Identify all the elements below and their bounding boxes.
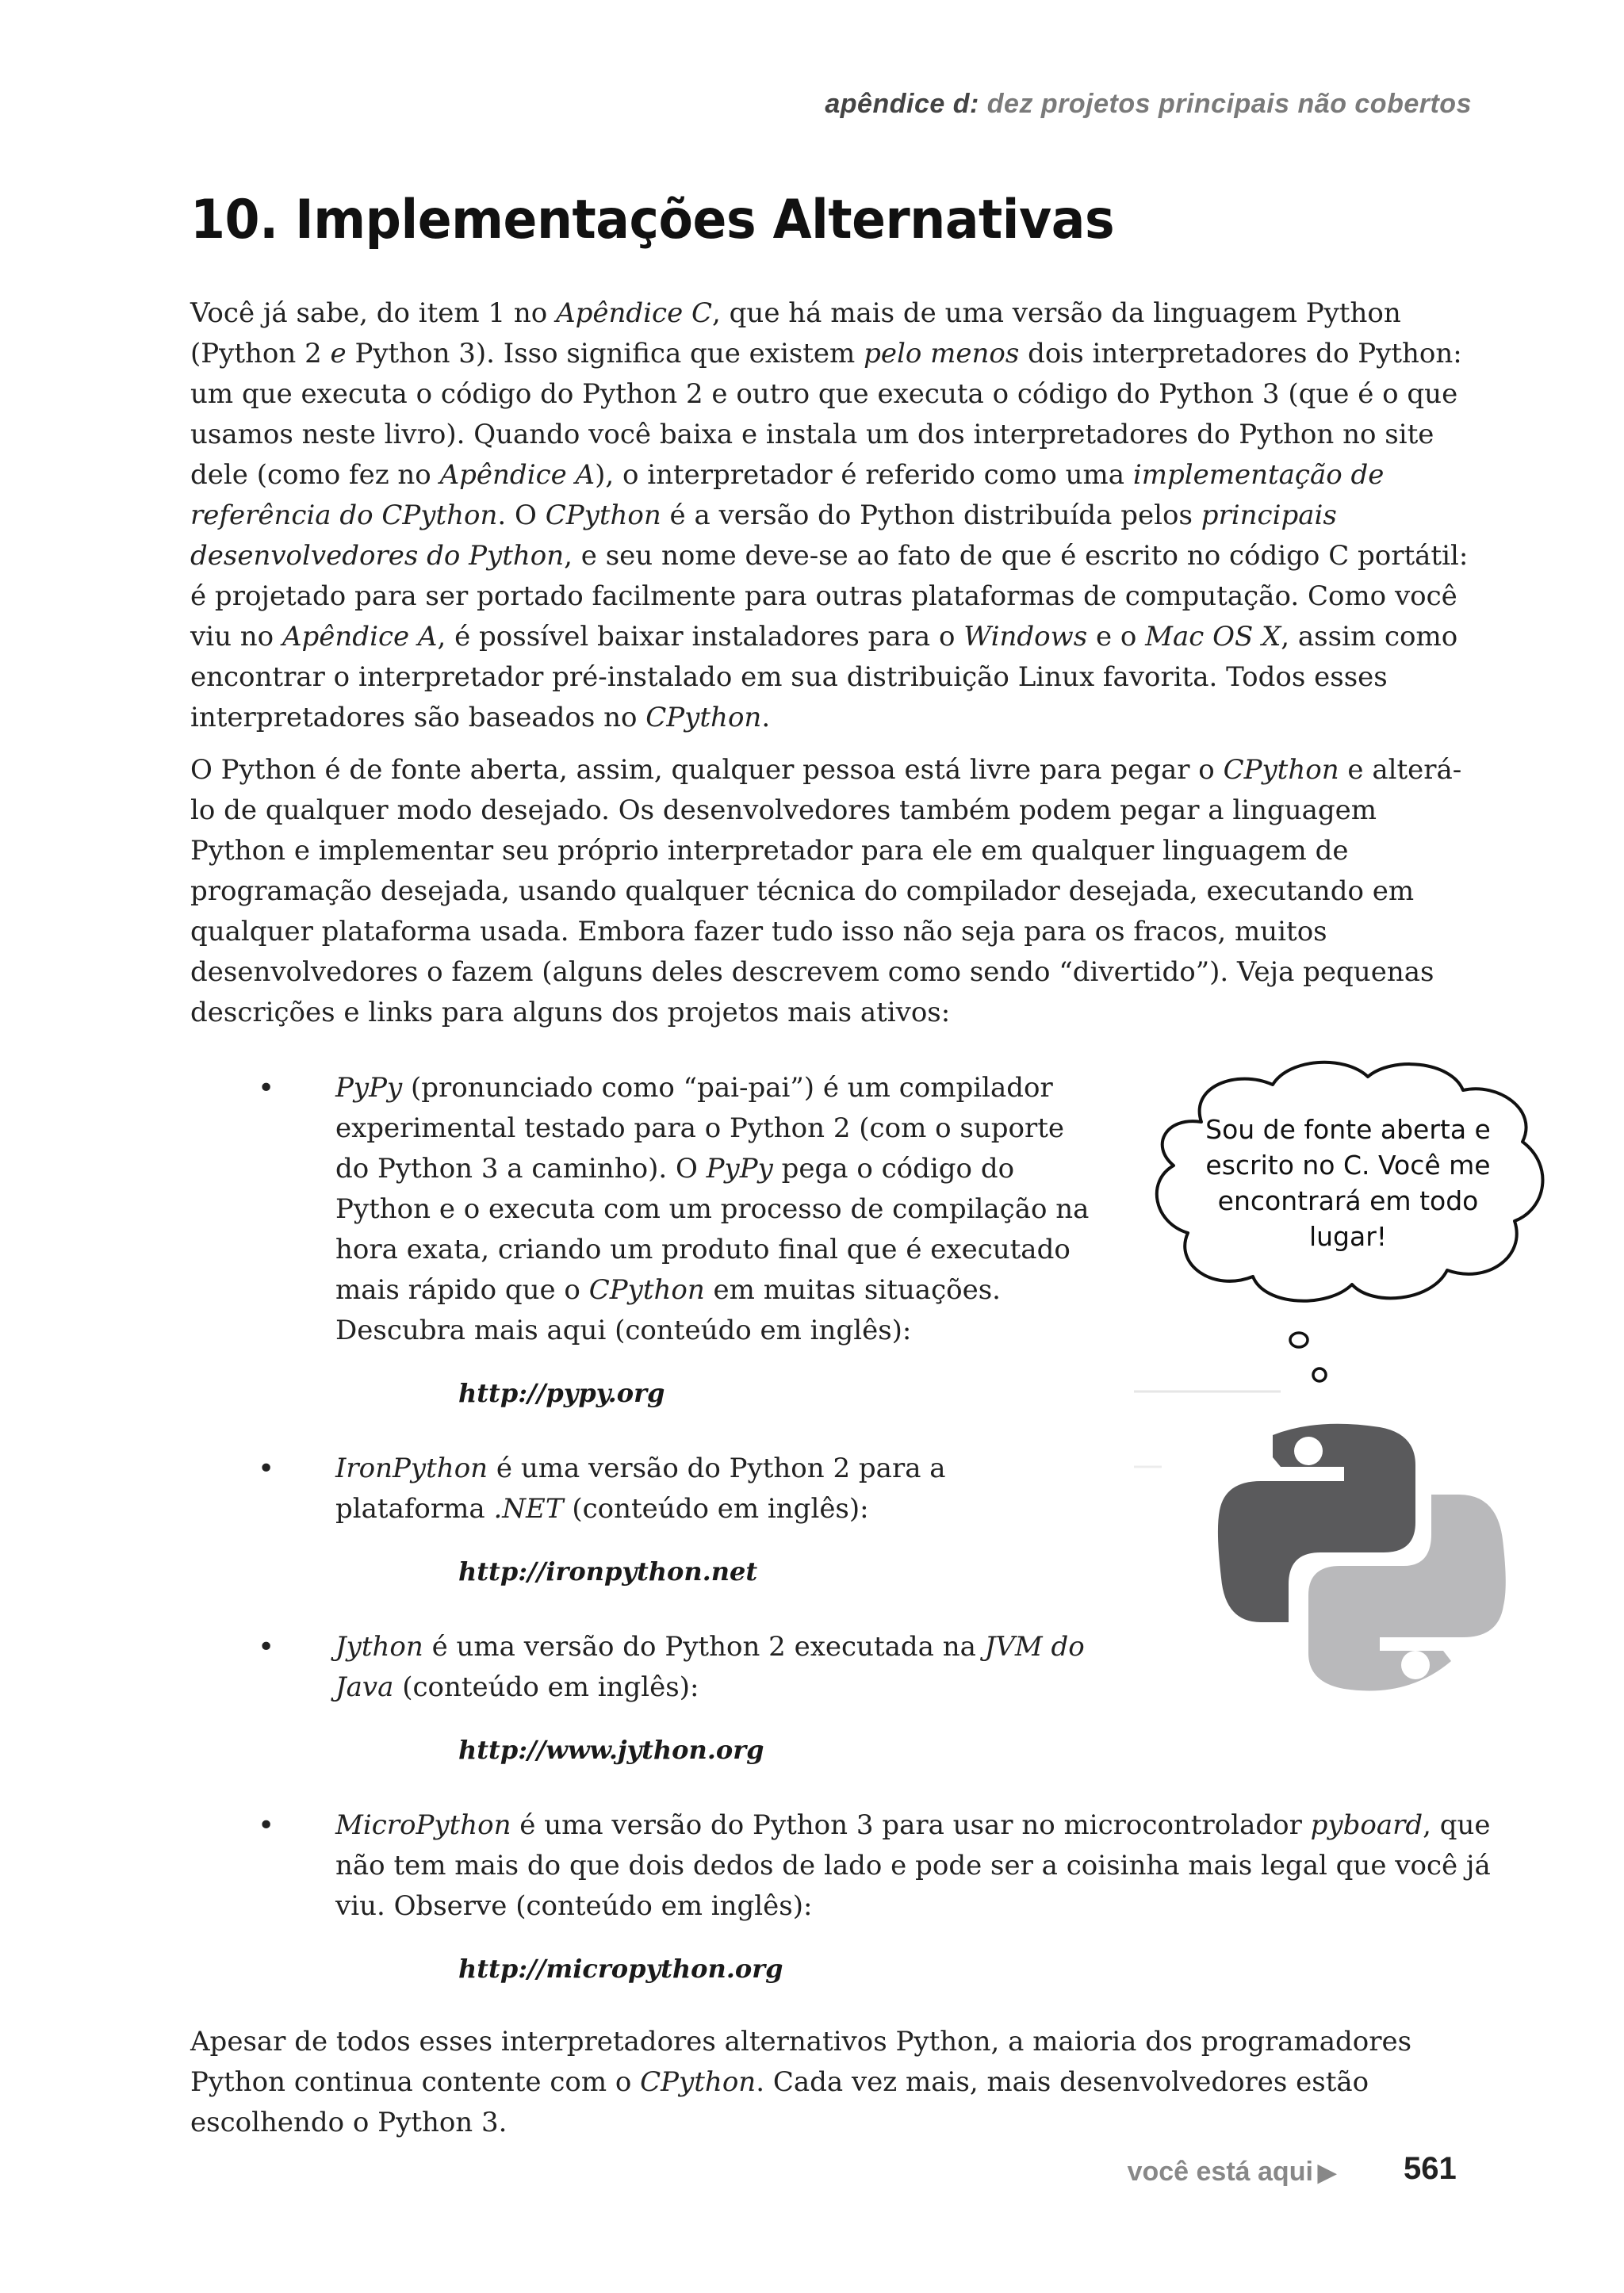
emphasis-text: CPython bbox=[640, 2066, 756, 2098]
ironpython-link[interactable]: http://ironpython.net bbox=[458, 1556, 758, 1587]
text-run: ), o interpretador é referido como uma bbox=[595, 459, 1133, 491]
text-run: Você já sabe, do item 1 no bbox=[190, 297, 557, 329]
list-item-description bbox=[335, 1805, 1493, 1927]
text-run: dois interpretadores do Python: um que executa o código do Python 2 e outro que executa o código do Python 3 (que é o que usamos neste livro). Quando você baixa e instala um dos interpretadores do Python no site dele (como fez no bbox=[190, 338, 1462, 491]
list-item-jython bbox=[190, 1627, 1097, 1770]
intro-paragraph bbox=[190, 293, 1475, 738]
list-item-micropython bbox=[190, 1805, 1493, 1989]
emphasis-text: Jython bbox=[335, 1631, 423, 1663]
section-title: 10. Implementações Alternativas bbox=[190, 189, 1115, 251]
list-item-description bbox=[335, 1068, 1097, 1351]
text-run: . Cada vez mais, mais desenvolvedores estão escolhendo o Python 3. bbox=[190, 2066, 1369, 2138]
emphasis-text: PyPy bbox=[706, 1153, 773, 1185]
python-logo-icon bbox=[1218, 1424, 1506, 1691]
emphasis-text: Windows bbox=[963, 621, 1088, 653]
emphasis-text: PyPy bbox=[335, 1072, 403, 1104]
list-item-description bbox=[335, 1627, 1097, 1708]
text-run: , e seu nome deve-se ao fato de que é escrito no código C portátil: é projetado para ser portado facilmente para outras plataformas de computação. Como você viu no bbox=[190, 540, 1469, 653]
emphasis-text: Apêndice A bbox=[282, 621, 438, 653]
footer-nav-text: você está aqui bbox=[1127, 2157, 1313, 2187]
emphasis-text: .NET bbox=[493, 1493, 564, 1525]
emphasis-text: principais desenvolvedores do Python bbox=[190, 500, 1337, 572]
text-run: , que há mais de uma versão da linguagem Python (Python 2 bbox=[190, 297, 1401, 369]
text-run: , é possível baixar instaladores para o bbox=[437, 621, 964, 653]
text-run: Python 3). Isso significa que existem bbox=[346, 338, 864, 369]
text-run: . O bbox=[497, 500, 546, 531]
text-run: é a versão do Python distribuída pelos bbox=[661, 500, 1201, 531]
thought-bubble-text: Sou de fonte aberta e escrito no C. Você me encontrará em todo lugar! bbox=[1205, 1114, 1491, 1252]
text-run: e alterá-lo de qualquer modo desejado. Os desenvolvedores também podem pegar a linguagem Python e implementar seu próprio interpretador para ele em qualquer linguagem de programação desejada, usando qualquer técnica do compilador desejada, executando em qualquer plataforma usada. Embora fazer tudo isso não seja para os fracos, muitos desenvolvedores o fazem (alguns deles descrevem como sendo “divertido”). Veja pequenas descrições e links para alguns dos projetos mais ativos: bbox=[190, 754, 1462, 1028]
thought-dot-small bbox=[1313, 1369, 1326, 1381]
micropython-link[interactable]: http://micropython.org bbox=[458, 1954, 783, 1984]
conclusion-paragraph bbox=[190, 2022, 1475, 2143]
text-run: (conteúdo em inglês): bbox=[393, 1671, 699, 1703]
footer-nav[interactable] bbox=[1098, 2157, 1336, 2188]
emphasis-text: CPython bbox=[645, 702, 762, 733]
pypy-link[interactable]: http://pypy.org bbox=[458, 1378, 665, 1408]
emphasis-text: MicroPython bbox=[335, 1809, 511, 1841]
emphasis-text: Apêndice A bbox=[439, 459, 596, 491]
emphasis-text: CPython bbox=[588, 1274, 705, 1306]
text-run: O Python é de fonte aberta, assim, qualquer pessoa está livre para pegar o bbox=[190, 754, 1224, 786]
emphasis-text: pelo menos bbox=[864, 338, 1020, 369]
open-source-paragraph bbox=[190, 750, 1475, 1033]
list-item-pypy bbox=[190, 1068, 1097, 1414]
text-run: é uma versão do Python 2 para a plataforma bbox=[335, 1453, 946, 1525]
emphasis-text: IronPython bbox=[335, 1453, 488, 1484]
emphasis-text: Mac OS X bbox=[1145, 621, 1281, 653]
running-head-label: apêndice d: bbox=[825, 89, 979, 119]
emphasis-text: e bbox=[330, 338, 347, 369]
text-run: . bbox=[761, 702, 771, 733]
right-triangle-icon: ▶ bbox=[1317, 2160, 1336, 2186]
running-head bbox=[825, 89, 1472, 120]
emphasis-text: CPython bbox=[545, 500, 661, 531]
python-thought-illustration bbox=[1126, 1055, 1570, 1768]
text-run: pega o código do Python e o executa com um processo de compilação na hora exata, criando um produto final que é executado mais rápido que o bbox=[335, 1153, 1090, 1306]
text-run: , assim como encontrar o interpretador pré-instalado em sua distribuição Linux favorita. Todos esses interpretadores são baseados no bbox=[190, 621, 1458, 733]
text-run: (conteúdo em inglês): bbox=[563, 1493, 869, 1525]
list-item-ironpython bbox=[190, 1449, 1097, 1592]
text-run: é uma versão do Python 2 executada na bbox=[423, 1631, 985, 1663]
emphasis-text: implementação de referência do CPython bbox=[190, 459, 1385, 531]
text-run: e o bbox=[1087, 621, 1146, 653]
emphasis-text: CPython bbox=[1223, 754, 1339, 786]
jython-link[interactable]: http://www.jython.org bbox=[458, 1735, 764, 1765]
page-number: 561 bbox=[1404, 2151, 1457, 2186]
list-item-description bbox=[335, 1449, 1097, 1529]
text-run: (pronunciado como “pai-pai”) é um compilador experimental testado para o Python 2 (com o suporte do Python 3 a caminho). O bbox=[335, 1072, 1065, 1185]
text-run: , que não tem mais do que dois dedos de lado e pode ser a coisinha mais legal que você já viu. Observe (conteúdo em inglês): bbox=[335, 1809, 1491, 1922]
text-run: em muitas situações. Descubra mais aqui (conteúdo em inglês): bbox=[335, 1274, 1001, 1346]
text-run: é uma versão do Python 3 para usar no microcontrolador bbox=[511, 1809, 1311, 1841]
running-head-text: dez projetos principais não cobertos bbox=[986, 89, 1472, 119]
text-run: Apesar de todos esses interpretadores alternativos Python, a maioria dos programadores Python continua contente com o bbox=[190, 2026, 1412, 2098]
emphasis-text: JVM do Java bbox=[335, 1631, 1085, 1703]
thought-dot-large bbox=[1290, 1333, 1308, 1347]
emphasis-text: pyboard bbox=[1310, 1809, 1423, 1841]
emphasis-text: Apêndice C bbox=[556, 297, 713, 329]
